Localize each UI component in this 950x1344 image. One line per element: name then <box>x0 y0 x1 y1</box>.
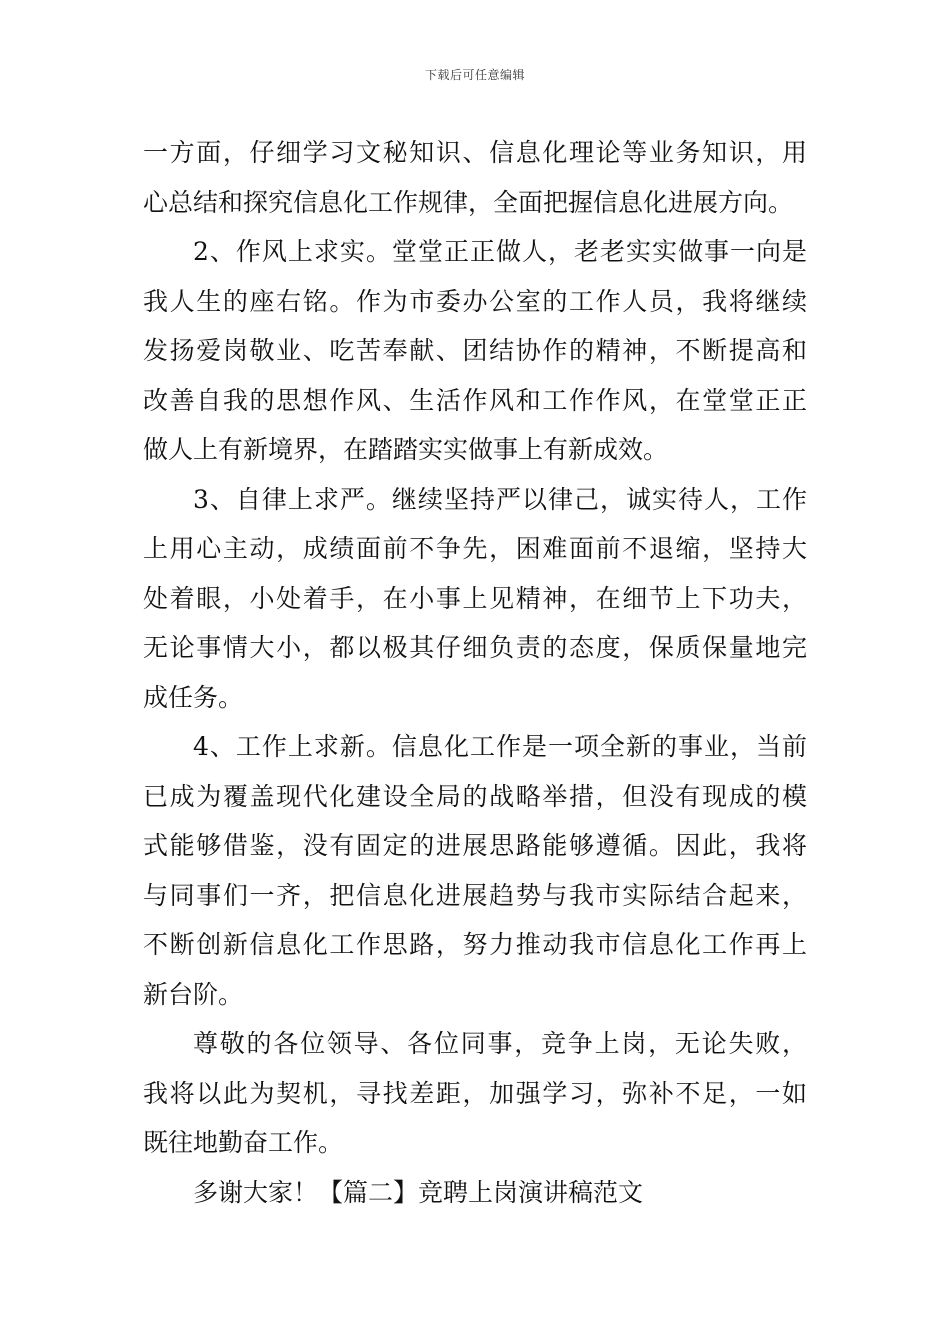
text-line: 处着眼，小处着手，在小事上见精神，在细节上下功夫， <box>143 583 807 613</box>
download-note: 下载后可任意编辑 <box>424 68 525 82</box>
text-line: 我人生的座右铭。作为市委办公室的工作人员，我将继续 <box>143 286 807 316</box>
text-line: 3、自律上求严。继续坚持严以律己，诚实待人，工作 <box>193 484 807 514</box>
text-line: 无论事情大小，都以极其仔细负责的态度，保质保量地完 <box>143 633 807 662</box>
text-line: 2、作风上求实。堂堂正正做人，老老实实做事一向是 <box>193 237 807 266</box>
text-line: 成任务。 <box>143 682 244 712</box>
text-line: 新台阶。 <box>143 979 244 1009</box>
text-line: 与同事们一齐，把信息化进展趋势与我市实际结合起来， <box>143 880 807 910</box>
text-line: 式能够借鉴，没有固定的进展思路能够遵循。因此，我将 <box>143 831 807 860</box>
text-line: 不断创新信息化工作思路，努力推动我市信息化工作再上 <box>143 930 807 959</box>
text-line: 多谢大家！【篇二】竞聘上岗演讲稿范文 <box>193 1177 644 1207</box>
text-line: 已成为覆盖现代化建设全局的战略举措，但没有现成的模 <box>143 781 807 811</box>
text-line: 我将以此为契机，寻找差距，加强学习，弥补不足，一如 <box>143 1078 807 1108</box>
text-line: 一方面，仔细学习文秘知识、信息化理论等业务知识，用 <box>143 138 807 167</box>
text-line: 心总结和探究信息化工作规律，全面把握信息化进展方向。 <box>143 187 794 217</box>
document-body <box>143 128 807 1217</box>
text-line: 做人上有新境界，在踏踏实实做事上有新成效。 <box>143 435 669 464</box>
text-line: 4、工作上求新。信息化工作是一项全新的事业，当前 <box>193 732 807 761</box>
text-line: 改善自我的思想作风、生活作风和工作作风，在堂堂正正 <box>143 385 807 415</box>
text-line: 既往地勤奋工作。 <box>143 1128 344 1157</box>
text-line: 上用心主动，成绩面前不争先，困难面前不退缩，坚持大 <box>143 534 807 563</box>
text-line: 尊敬的各位领导、各位同事，竞争上岗，无论失败， <box>193 1029 807 1058</box>
text-line: 发扬爱岗敬业、吃苦奉献、团结协作的精神，不断提高和 <box>143 336 807 365</box>
